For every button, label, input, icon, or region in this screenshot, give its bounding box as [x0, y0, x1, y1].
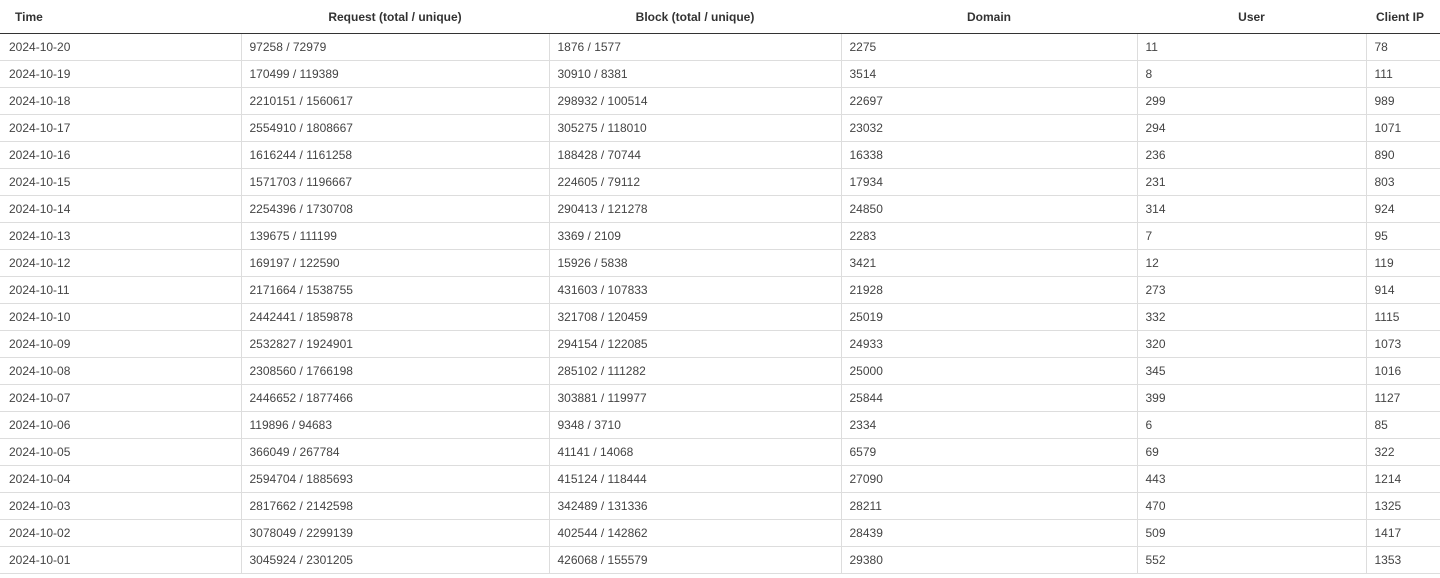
- table-row: [0, 547, 1440, 574]
- table-row: [0, 142, 1440, 169]
- cell-user: 12: [1137, 250, 1366, 277]
- cell-block: 415124 / 118444: [549, 466, 841, 493]
- cell-time: 2024-10-09: [0, 331, 241, 358]
- cell-request: 2532827 / 1924901: [241, 331, 549, 358]
- cell-request: 3045924 / 2301205: [241, 547, 549, 574]
- cell-block: 9348 / 3710: [549, 412, 841, 439]
- cell-client-ip: 85: [1366, 412, 1440, 439]
- cell-user: 6: [1137, 412, 1366, 439]
- cell-block: 188428 / 70744: [549, 142, 841, 169]
- table-row: [0, 250, 1440, 277]
- cell-client-ip: 914: [1366, 277, 1440, 304]
- cell-time: 2024-10-11: [0, 277, 241, 304]
- cell-block: 1876 / 1577: [549, 34, 841, 61]
- table-row: [0, 466, 1440, 493]
- cell-request: 119896 / 94683: [241, 412, 549, 439]
- table-row: [0, 412, 1440, 439]
- table-row: [0, 196, 1440, 223]
- cell-time: 2024-10-12: [0, 250, 241, 277]
- cell-request: 139675 / 111199: [241, 223, 549, 250]
- cell-domain: 16338: [841, 142, 1137, 169]
- cell-domain: 24933: [841, 331, 1137, 358]
- cell-client-ip: 78: [1366, 34, 1440, 61]
- cell-time: 2024-10-18: [0, 88, 241, 115]
- table-row: [0, 439, 1440, 466]
- cell-domain: 29380: [841, 547, 1137, 574]
- cell-block: 342489 / 131336: [549, 493, 841, 520]
- cell-domain: 25019: [841, 304, 1137, 331]
- column-header-request[interactable]: Request (total / unique): [241, 0, 549, 34]
- cell-block: 41141 / 14068: [549, 439, 841, 466]
- table-row: [0, 385, 1440, 412]
- cell-block: 402544 / 142862: [549, 520, 841, 547]
- cell-user: 552: [1137, 547, 1366, 574]
- cell-user: 8: [1137, 61, 1366, 88]
- table-row: [0, 277, 1440, 304]
- cell-user: 299: [1137, 88, 1366, 115]
- cell-domain: 24850: [841, 196, 1137, 223]
- cell-block: 431603 / 107833: [549, 277, 841, 304]
- table-header: [0, 0, 1440, 34]
- cell-block: 30910 / 8381: [549, 61, 841, 88]
- cell-domain: 28439: [841, 520, 1137, 547]
- cell-client-ip: 1016: [1366, 358, 1440, 385]
- cell-block: 426068 / 155579: [549, 547, 841, 574]
- cell-domain: 28211: [841, 493, 1137, 520]
- cell-domain: 6579: [841, 439, 1137, 466]
- cell-user: 314: [1137, 196, 1366, 223]
- cell-client-ip: 1115: [1366, 304, 1440, 331]
- table-row: [0, 331, 1440, 358]
- cell-domain: 2334: [841, 412, 1137, 439]
- cell-block: 290413 / 121278: [549, 196, 841, 223]
- cell-user: 470: [1137, 493, 1366, 520]
- cell-domain: 27090: [841, 466, 1137, 493]
- cell-time: 2024-10-20: [0, 34, 241, 61]
- cell-request: 2254396 / 1730708: [241, 196, 549, 223]
- cell-request: 169197 / 122590: [241, 250, 549, 277]
- cell-time: 2024-10-06: [0, 412, 241, 439]
- table-row: [0, 304, 1440, 331]
- cell-block: 294154 / 122085: [549, 331, 841, 358]
- cell-request: 366049 / 267784: [241, 439, 549, 466]
- cell-domain: 23032: [841, 115, 1137, 142]
- cell-domain: 17934: [841, 169, 1137, 196]
- cell-time: 2024-10-04: [0, 466, 241, 493]
- header-row: [0, 0, 1440, 34]
- cell-time: 2024-10-05: [0, 439, 241, 466]
- cell-block: 298932 / 100514: [549, 88, 841, 115]
- cell-request: 3078049 / 2299139: [241, 520, 549, 547]
- cell-request: 2308560 / 1766198: [241, 358, 549, 385]
- cell-domain: 25000: [841, 358, 1137, 385]
- cell-request: 2446652 / 1877466: [241, 385, 549, 412]
- cell-client-ip: 111: [1366, 61, 1440, 88]
- table-row: [0, 169, 1440, 196]
- column-header-domain[interactable]: Domain: [841, 0, 1137, 34]
- cell-request: 2171664 / 1538755: [241, 277, 549, 304]
- cell-time: 2024-10-19: [0, 61, 241, 88]
- column-header-client-ip[interactable]: Client IP: [1366, 0, 1440, 34]
- cell-client-ip: 1071: [1366, 115, 1440, 142]
- cell-time: 2024-10-16: [0, 142, 241, 169]
- cell-domain: 3421: [841, 250, 1137, 277]
- cell-domain: 3514: [841, 61, 1137, 88]
- cell-request: 170499 / 119389: [241, 61, 549, 88]
- table-body: [0, 34, 1440, 574]
- table-row: [0, 223, 1440, 250]
- cell-user: 231: [1137, 169, 1366, 196]
- cell-request: 97258 / 72979: [241, 34, 549, 61]
- cell-time: 2024-10-01: [0, 547, 241, 574]
- cell-client-ip: 890: [1366, 142, 1440, 169]
- cell-domain: 2275: [841, 34, 1137, 61]
- cell-domain: 2283: [841, 223, 1137, 250]
- cell-user: 399: [1137, 385, 1366, 412]
- cell-client-ip: 1325: [1366, 493, 1440, 520]
- column-header-time[interactable]: Time: [0, 0, 241, 34]
- cell-time: 2024-10-07: [0, 385, 241, 412]
- cell-time: 2024-10-02: [0, 520, 241, 547]
- cell-time: 2024-10-03: [0, 493, 241, 520]
- cell-block: 305275 / 118010: [549, 115, 841, 142]
- cell-time: 2024-10-14: [0, 196, 241, 223]
- cell-client-ip: 1214: [1366, 466, 1440, 493]
- cell-user: 443: [1137, 466, 1366, 493]
- column-header-block[interactable]: Block (total / unique): [549, 0, 841, 34]
- cell-time: 2024-10-17: [0, 115, 241, 142]
- cell-request: 1616244 / 1161258: [241, 142, 549, 169]
- cell-time: 2024-10-13: [0, 223, 241, 250]
- cell-request: 2817662 / 2142598: [241, 493, 549, 520]
- cell-client-ip: 1417: [1366, 520, 1440, 547]
- cell-request: 2442441 / 1859878: [241, 304, 549, 331]
- cell-user: 332: [1137, 304, 1366, 331]
- cell-client-ip: 1353: [1366, 547, 1440, 574]
- table-row: [0, 61, 1440, 88]
- table-row: [0, 520, 1440, 547]
- table-row: [0, 34, 1440, 61]
- table-row: [0, 493, 1440, 520]
- cell-user: 273: [1137, 277, 1366, 304]
- cell-domain: 25844: [841, 385, 1137, 412]
- cell-user: 69: [1137, 439, 1366, 466]
- cell-client-ip: 95: [1366, 223, 1440, 250]
- cell-user: 7: [1137, 223, 1366, 250]
- cell-user: 236: [1137, 142, 1366, 169]
- column-header-user[interactable]: User: [1137, 0, 1366, 34]
- cell-client-ip: 924: [1366, 196, 1440, 223]
- cell-domain: 22697: [841, 88, 1137, 115]
- cell-user: 345: [1137, 358, 1366, 385]
- cell-request: 2210151 / 1560617: [241, 88, 549, 115]
- cell-client-ip: 1073: [1366, 331, 1440, 358]
- cell-client-ip: 989: [1366, 88, 1440, 115]
- cell-block: 15926 / 5838: [549, 250, 841, 277]
- cell-time: 2024-10-15: [0, 169, 241, 196]
- cell-client-ip: 803: [1366, 169, 1440, 196]
- cell-time: 2024-10-08: [0, 358, 241, 385]
- cell-user: 294: [1137, 115, 1366, 142]
- table-row: [0, 115, 1440, 142]
- cell-time: 2024-10-10: [0, 304, 241, 331]
- cell-block: 321708 / 120459: [549, 304, 841, 331]
- cell-request: 2594704 / 1885693: [241, 466, 549, 493]
- cell-request: 1571703 / 1196667: [241, 169, 549, 196]
- table-row: [0, 358, 1440, 385]
- table-row: [0, 88, 1440, 115]
- cell-block: 3369 / 2109: [549, 223, 841, 250]
- cell-user: 509: [1137, 520, 1366, 547]
- cell-user: 11: [1137, 34, 1366, 61]
- cell-block: 224605 / 79112: [549, 169, 841, 196]
- cell-client-ip: 119: [1366, 250, 1440, 277]
- cell-client-ip: 1127: [1366, 385, 1440, 412]
- cell-user: 320: [1137, 331, 1366, 358]
- cell-block: 285102 / 111282: [549, 358, 841, 385]
- cell-client-ip: 322: [1366, 439, 1440, 466]
- cell-domain: 21928: [841, 277, 1137, 304]
- cell-block: 303881 / 119977: [549, 385, 841, 412]
- cell-request: 2554910 / 1808667: [241, 115, 549, 142]
